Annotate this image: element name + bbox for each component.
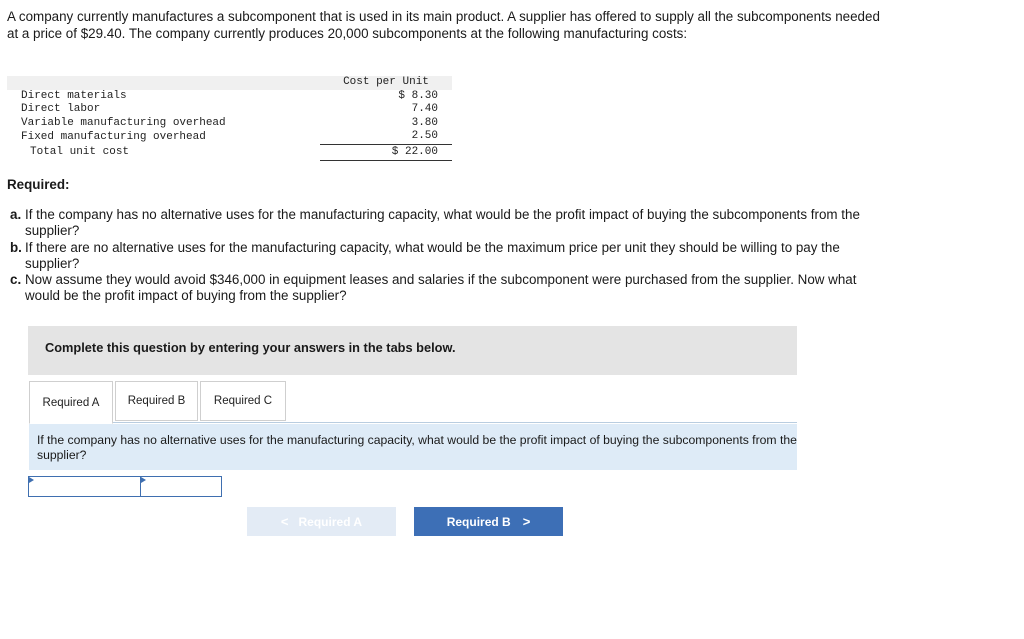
answer-row bbox=[28, 476, 222, 497]
cost-row bbox=[7, 90, 452, 104]
required-item-letter: a. bbox=[10, 207, 22, 222]
cost-row-value: 7.40 bbox=[411, 103, 438, 116]
prev-button-label: Required A bbox=[298, 514, 363, 529]
chevron-left-icon: < bbox=[280, 514, 289, 529]
tab-required-a[interactable]: Required A bbox=[29, 381, 113, 424]
cost-row-value: 3.80 bbox=[411, 116, 438, 129]
tab-divider bbox=[113, 422, 797, 423]
next-button[interactable] bbox=[414, 507, 563, 536]
cost-row bbox=[7, 130, 452, 144]
cost-table bbox=[7, 76, 452, 161]
required-list bbox=[10, 207, 860, 305]
answer-label-input[interactable] bbox=[29, 477, 140, 496]
cost-row-label: Direct labor bbox=[21, 103, 101, 116]
cell-marker-icon bbox=[29, 477, 34, 483]
question-prompt: If the company has no alternative uses for the manufacturing capacity, what would be the profit impact of buying the subcomponents from the supplier? bbox=[29, 424, 797, 470]
cost-row-label: Variable manufacturing overhead bbox=[21, 116, 226, 129]
cost-table-header-row bbox=[7, 76, 452, 90]
answer-amount-input[interactable] bbox=[141, 477, 221, 496]
cost-row-label: Direct materials bbox=[21, 89, 127, 102]
required-item-text: If the company has no alternative uses for the manufacturing capacity, what would be the profit impact of buying the subcomponents from the supplier? bbox=[25, 207, 860, 239]
required-heading: Required: bbox=[7, 177, 70, 192]
required-item-b bbox=[10, 240, 860, 273]
cell-marker-icon bbox=[141, 477, 146, 483]
cost-row-value: 2.50 bbox=[320, 130, 452, 144]
answer-label-cell[interactable] bbox=[28, 476, 141, 497]
tab-required-b[interactable]: Required B bbox=[115, 381, 198, 421]
total-row bbox=[7, 144, 452, 160]
total-value: $ 22.00 bbox=[320, 144, 452, 160]
chevron-right-icon: > bbox=[522, 514, 531, 529]
next-button-label: Required B bbox=[446, 514, 511, 529]
required-item-text: Now assume they would avoid $346,000 in equipment leases and salaries if the subcomponent were purchased from the supplier. Now what would be the profit impact of buying from the supplier? bbox=[25, 272, 857, 304]
cost-row-label: Fixed manufacturing overhead bbox=[21, 130, 206, 143]
cost-row bbox=[7, 103, 452, 117]
cost-row bbox=[7, 117, 452, 131]
cost-row-value: $ 8.30 bbox=[398, 89, 438, 102]
cost-per-unit-header: Cost per Unit bbox=[320, 76, 452, 90]
required-item-a bbox=[10, 207, 860, 240]
required-item-text: If there are no alternative uses for the manufacturing capacity, what would be the maximum price per unit they should be willing to pay the supplier? bbox=[25, 239, 840, 271]
total-label: Total unit cost bbox=[30, 145, 130, 158]
required-item-c bbox=[10, 272, 860, 305]
prev-button[interactable] bbox=[247, 507, 396, 536]
problem-intro: A company currently manufactures a subcomponent that is used in its main product. A supplier has offered to supply all the subcomponents needed at a price of $29.40. The company currently produces 20,000 subcomponents at the following manufacturing costs: bbox=[7, 9, 880, 41]
answer-amount-cell[interactable] bbox=[141, 476, 222, 497]
required-item-letter: c. bbox=[10, 272, 22, 288]
tab-required-c[interactable]: Required C bbox=[200, 381, 286, 421]
tab-bar bbox=[29, 381, 288, 423]
required-item-letter: b. bbox=[10, 239, 22, 255]
instructions-banner: Complete this question by entering your answers in the tabs below. bbox=[28, 326, 797, 375]
